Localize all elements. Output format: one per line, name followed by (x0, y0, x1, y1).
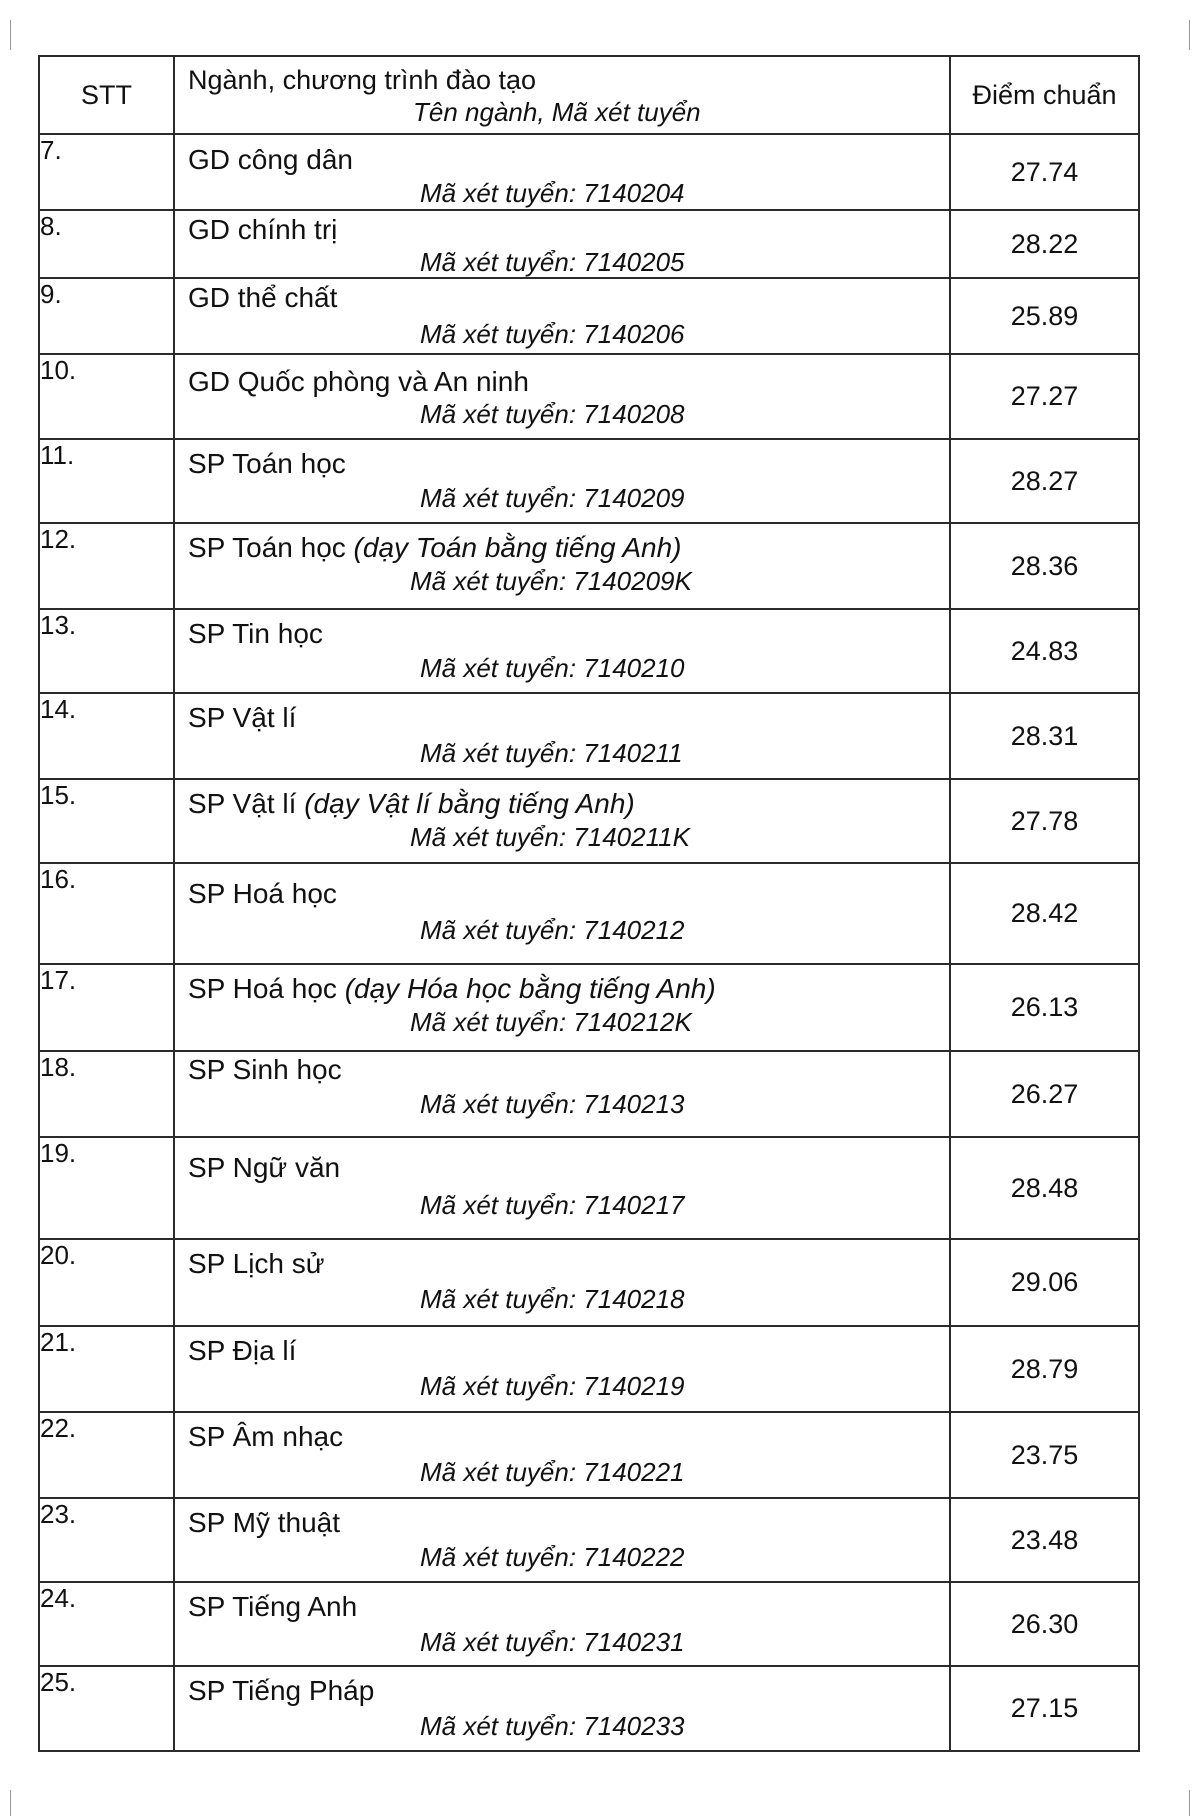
row-stt: 22. (39, 1412, 174, 1498)
row-stt: 9. (39, 278, 174, 354)
row-admission-code: Mã xét tuyển: 7140208 (420, 399, 685, 429)
header-score: Điểm chuẩn (950, 56, 1139, 134)
row-stt: 7. (39, 134, 174, 210)
row-admission-code: Mã xét tuyển: 7140218 (420, 1284, 685, 1314)
row-program-name (188, 618, 323, 650)
table-row (39, 134, 1139, 210)
row-program-cell (174, 1412, 950, 1498)
row-stt: 11. (39, 439, 174, 523)
row-stt: 12. (39, 523, 174, 609)
row-admission-code: Mã xét tuyển: 7140209K (410, 566, 692, 596)
crop-mark-top-left (0, 20, 11, 50)
program-name-text: SP Vật lí (188, 702, 297, 733)
row-program-cell (174, 354, 950, 439)
row-program-cell (174, 779, 950, 863)
row-admission-code: Mã xét tuyển: 7140206 (420, 319, 685, 349)
row-program-cell (174, 1582, 950, 1666)
table-row (39, 1498, 1139, 1582)
row-program-cell (174, 210, 950, 278)
table-row (39, 1666, 1139, 1751)
row-stt: 14. (39, 693, 174, 779)
program-name-text: SP Tin học (188, 618, 323, 649)
row-program-name (188, 1675, 374, 1707)
row-program-cell (174, 1666, 950, 1751)
program-name-text: GD Quốc phòng và An ninh (188, 366, 529, 397)
header-program: Ngành, chương trình đào tạo (188, 65, 537, 95)
row-score: 24.83 (950, 609, 1139, 693)
row-admission-code: Mã xét tuyển: 7140219 (420, 1371, 685, 1401)
row-stt: 20. (39, 1239, 174, 1326)
row-admission-code: Mã xét tuyển: 7140204 (420, 178, 685, 208)
row-program-cell (174, 1051, 950, 1137)
row-stt: 24. (39, 1582, 174, 1666)
program-name-text: SP Tiếng Anh (188, 1591, 358, 1622)
row-program-cell (174, 1137, 950, 1239)
row-program-name (188, 1054, 342, 1086)
row-program-name (188, 973, 716, 1005)
table-row (39, 1051, 1139, 1137)
row-program-cell (174, 1326, 950, 1412)
program-name-text: SP Sinh học (188, 1054, 342, 1085)
row-admission-code: Mã xét tuyển: 7140212K (410, 1007, 692, 1037)
table-row (39, 1582, 1139, 1666)
table-row (39, 964, 1139, 1051)
row-program-cell (174, 134, 950, 210)
row-admission-code: Mã xét tuyển: 7140221 (420, 1457, 685, 1487)
row-score: 26.30 (950, 1582, 1139, 1666)
crop-mark-bottom-left (0, 1790, 11, 1816)
row-program-cell (174, 439, 950, 523)
row-program-name (188, 878, 337, 910)
program-name-text: GD thể chất (188, 282, 338, 313)
row-program-cell (174, 523, 950, 609)
table-row (39, 210, 1139, 278)
program-name-text: SP Hoá học (188, 973, 345, 1004)
program-name-text: GD công dân (188, 144, 353, 175)
row-admission-code: Mã xét tuyển: 7140205 (420, 247, 685, 277)
row-score: 28.22 (950, 210, 1139, 278)
table-row (39, 779, 1139, 863)
row-stt: 19. (39, 1137, 174, 1239)
program-note: (dạy Hóa học bằng tiếng Anh) (344, 973, 716, 1004)
row-admission-code: Mã xét tuyển: 7140213 (420, 1089, 685, 1119)
program-name-text: SP Lịch sử (188, 1248, 325, 1279)
row-program-name (188, 532, 682, 564)
row-score: 28.48 (950, 1137, 1139, 1239)
row-score: 28.42 (950, 863, 1139, 964)
row-admission-code: Mã xét tuyển: 7140210 (420, 653, 685, 683)
table-row (39, 354, 1139, 439)
row-stt: 8. (39, 210, 174, 278)
row-program-name (188, 1335, 296, 1367)
row-program-cell (174, 693, 950, 779)
row-score: 28.31 (950, 693, 1139, 779)
crop-mark-top-right (1189, 20, 1200, 50)
table-row (39, 1412, 1139, 1498)
row-program-name (188, 1248, 325, 1280)
program-name-text: SP Tiếng Pháp (188, 1675, 375, 1706)
row-score: 27.27 (950, 354, 1139, 439)
row-admission-code: Mã xét tuyển: 7140212 (420, 915, 685, 945)
row-program-name (188, 144, 353, 176)
program-name-text: SP Ngữ văn (188, 1152, 341, 1183)
row-program-cell (174, 1239, 950, 1326)
row-admission-code: Mã xét tuyển: 7140211K (410, 822, 690, 852)
row-stt: 25. (39, 1666, 174, 1751)
row-program-cell (174, 863, 950, 964)
program-name-text: SP Mỹ thuật (188, 1507, 341, 1538)
row-program-name (188, 282, 337, 314)
table-row (39, 863, 1139, 964)
row-score: 27.74 (950, 134, 1139, 210)
row-score: 28.79 (950, 1326, 1139, 1412)
row-admission-code: Mã xét tuyển: 7140217 (420, 1190, 685, 1220)
row-program-name (188, 1152, 340, 1184)
row-program-name (188, 1421, 343, 1453)
admission-score-table (38, 55, 1140, 1752)
table-row (39, 1137, 1139, 1239)
row-program-name (188, 448, 346, 480)
row-score: 27.78 (950, 779, 1139, 863)
crop-mark-bottom-right (1189, 1790, 1200, 1816)
program-name-text: SP Địa lí (188, 1335, 297, 1366)
header-stt: STT (39, 56, 174, 134)
row-score: 28.27 (950, 439, 1139, 523)
program-name-text: SP Toán học (188, 532, 354, 563)
row-stt: 10. (39, 354, 174, 439)
row-stt: 16. (39, 863, 174, 964)
row-program-cell (174, 964, 950, 1051)
table-row (39, 1239, 1139, 1326)
row-score: 23.48 (950, 1498, 1139, 1582)
table-row (39, 609, 1139, 693)
program-name-text: SP Âm nhạc (188, 1421, 344, 1452)
row-program-cell (174, 609, 950, 693)
row-program-name (188, 1591, 357, 1623)
row-score: 28.36 (950, 523, 1139, 609)
row-score: 26.13 (950, 964, 1139, 1051)
row-score: 27.15 (950, 1666, 1139, 1751)
table-row (39, 693, 1139, 779)
row-stt: 13. (39, 609, 174, 693)
row-score: 29.06 (950, 1239, 1139, 1326)
program-name-text: SP Hoá học (188, 878, 337, 909)
row-stt: 21. (39, 1326, 174, 1412)
program-name-text: SP Vật lí (188, 788, 305, 819)
row-stt: 17. (39, 964, 174, 1051)
row-stt: 23. (39, 1498, 174, 1582)
row-stt: 15. (39, 779, 174, 863)
table-row (39, 1326, 1139, 1412)
row-admission-code: Mã xét tuyển: 7140222 (420, 1542, 685, 1572)
program-note: (dạy Vật lí bằng tiếng Anh) (304, 788, 635, 819)
row-program-name (188, 1507, 340, 1539)
row-score: 25.89 (950, 278, 1139, 354)
row-stt: 18. (39, 1051, 174, 1137)
table-row (39, 278, 1139, 354)
header-program-sub: Tên ngành, Mã xét tuyển (413, 97, 701, 127)
program-name-text: SP Toán học (188, 448, 346, 479)
row-program-cell (174, 1498, 950, 1582)
header-program-cell (174, 56, 950, 134)
header-row (39, 56, 1139, 134)
table-row (39, 439, 1139, 523)
row-score: 26.27 (950, 1051, 1139, 1137)
row-program-name (188, 366, 529, 398)
row-program-cell (174, 278, 950, 354)
row-score: 23.75 (950, 1412, 1139, 1498)
row-program-name (188, 702, 296, 734)
program-name-text: GD chính trị (188, 214, 338, 245)
row-admission-code: Mã xét tuyển: 7140209 (420, 483, 685, 513)
table-row (39, 523, 1139, 609)
row-admission-code: Mã xét tuyển: 7140233 (420, 1711, 685, 1741)
row-program-name (188, 214, 337, 246)
program-note: (dạy Toán bằng tiếng Anh) (353, 532, 682, 563)
row-program-name (188, 788, 635, 820)
row-admission-code: Mã xét tuyển: 7140231 (420, 1627, 685, 1657)
row-admission-code: Mã xét tuyển: 7140211 (420, 738, 683, 768)
